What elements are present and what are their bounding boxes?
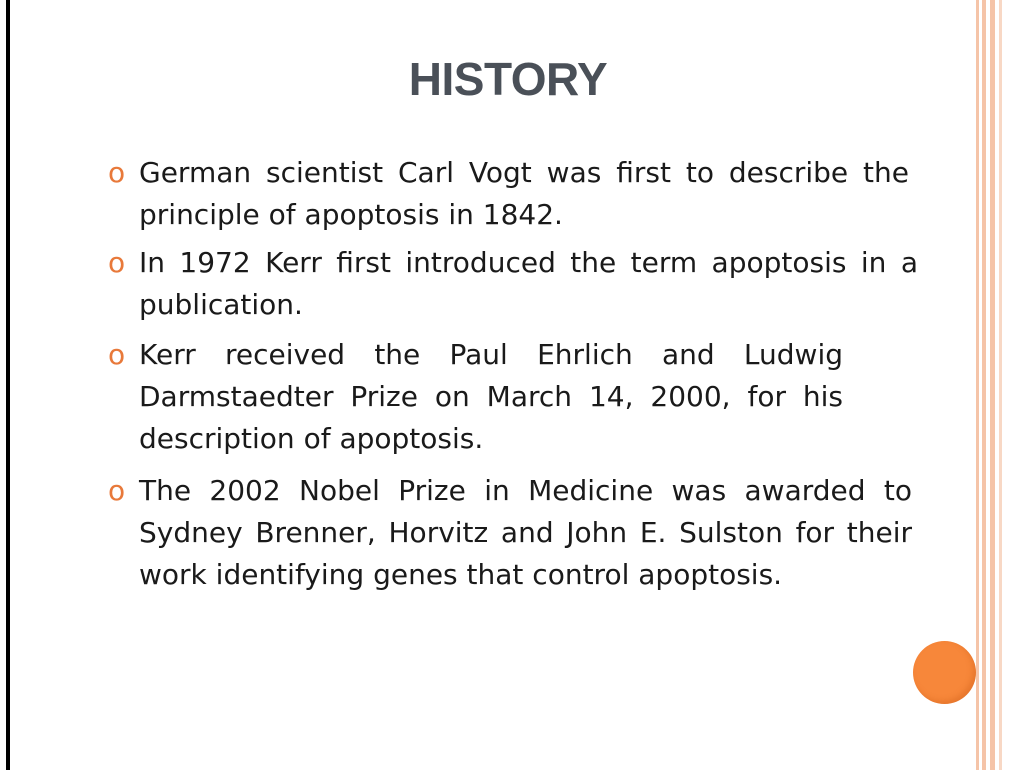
slide-title: HISTORY [408,53,608,105]
bullet-item [106,152,909,236]
bullet-text: Kerr received the Paul Ehrlich and Ludwig Darmstaedter Prize on March 14, 2000, for his description of apoptosis. [139,338,843,455]
bullet-text: The 2002 Nobel Prize in Medicine was awarded to Sydney Brenner, Horvitz and John E. Sulston for their work identifying genes that control apoptosis. [139,474,912,591]
bullet-item [106,470,912,596]
left-border-rule [6,0,10,770]
bullet-marker-icon: o [108,156,126,189]
bullet-marker-icon: o [108,338,126,371]
right-decorative-stripe [990,0,995,770]
bullet-text: German scientist Carl Vogt was first to describe the principle of apoptosis in 1842. [139,156,909,231]
right-decorative-stripe [982,0,986,770]
bullet-list [106,150,918,596]
right-decorative-stripe [999,0,1002,770]
bullet-marker-icon: o [108,474,126,507]
bullet-item [106,334,843,460]
right-decorative-stripe [976,0,979,770]
bullet-item [106,242,918,326]
decorative-orange-circle-icon [913,641,976,704]
bullet-marker-icon: o [108,246,126,279]
bullet-text: In 1972 Kerr first introduced the term apoptosis in a publication. [139,246,918,321]
